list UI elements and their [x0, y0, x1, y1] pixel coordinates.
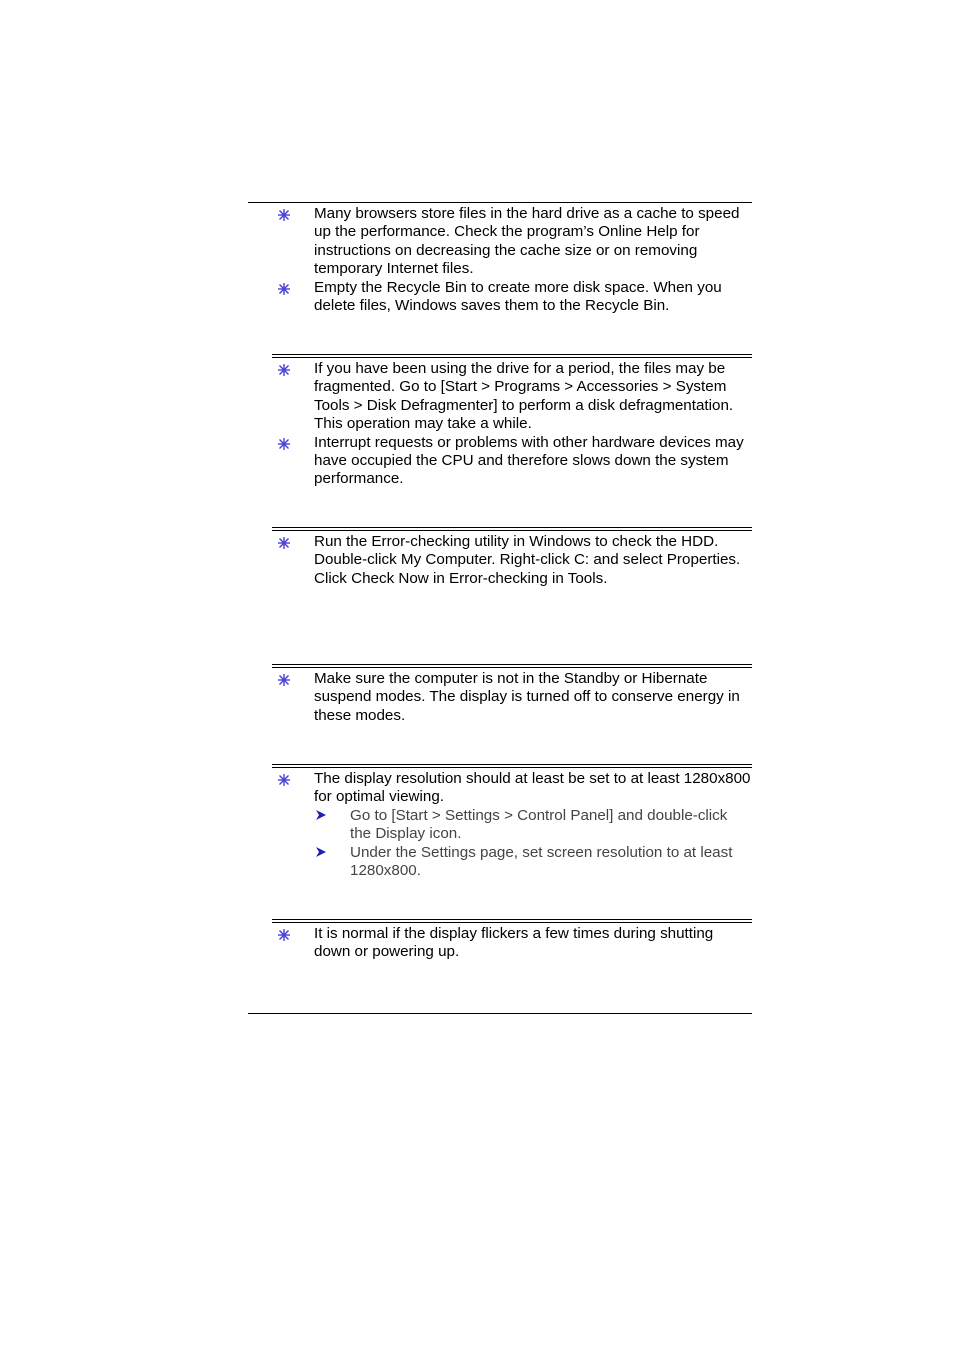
item-text: The display resolution should at least be set to at least 1280x800 for optimal viewing. [314, 770, 751, 806]
item-text: If you have been using the drive for a period, the files may be fragmented. Go to [Start > Programs > Accessories > System Tools > Disk Defragmenter] to perform a disk defragmentation. This operation may take a while. [314, 360, 734, 433]
item-text: Run the Error-checking utility in Windows to check the HDD. Double-click My Computer. Right-click C: and select Properties. Click Check Now in Error-checking in Tools. [314, 533, 741, 587]
section-flicker [272, 925, 752, 962]
bottom-rule [248, 1013, 752, 1014]
sub-list-item [272, 807, 752, 844]
snowflake-bullet-icon [277, 282, 291, 296]
section-divider [272, 664, 752, 668]
top-rule [248, 202, 752, 203]
sub-item-text: Under the Settings page, set screen resolution to at least 1280x800. [350, 843, 733, 880]
section-standby [272, 670, 752, 725]
item-text: Empty the Recycle Bin to create more disk space. When you delete files, Windows saves them to the Recycle Bin. [314, 278, 722, 315]
section-divider [272, 919, 752, 923]
list-item [272, 670, 752, 725]
section-disk-space [272, 205, 752, 315]
section-divider [272, 764, 752, 768]
snowflake-bullet-icon [277, 673, 291, 687]
section-error-checking [272, 533, 752, 588]
snowflake-bullet-icon [277, 536, 291, 550]
section-divider [272, 527, 752, 531]
arrowhead-bullet-icon [315, 846, 327, 858]
list-item [272, 360, 752, 434]
list-item [272, 434, 752, 489]
item-text: It is normal if the display flickers a few times during shutting down or powering up. [314, 925, 714, 961]
snowflake-bullet-icon [277, 773, 291, 787]
snowflake-bullet-icon [277, 437, 291, 451]
section-divider [272, 354, 752, 358]
snowflake-bullet-icon [277, 208, 291, 222]
arrowhead-bullet-icon [315, 809, 327, 821]
list-item [272, 925, 752, 962]
list-item [272, 770, 752, 807]
snowflake-bullet-icon [277, 363, 291, 377]
list-item [272, 205, 752, 279]
item-text: Interrupt requests or problems with other hardware devices may have occupied the CPU and therefore slows down the system performance. [314, 433, 744, 488]
list-item [272, 533, 752, 588]
section-performance [272, 360, 752, 489]
snowflake-bullet-icon [277, 928, 291, 942]
item-text: Make sure the computer is not in the Standby or Hibernate suspend modes. The display is turned off to conserve energy in these modes. [314, 670, 740, 724]
item-text: Many browsers store files in the hard drive as a cache to speed up the performance. Check the program’s Online Help for instructions on decreasing the cache size or on removing temporary Internet files. [314, 205, 740, 278]
sub-list-item [272, 844, 752, 881]
list-item [272, 279, 752, 316]
sub-item-text: Go to [Start > Settings > Control Panel] and double-click the Display icon. [350, 806, 728, 843]
section-resolution [272, 770, 752, 880]
